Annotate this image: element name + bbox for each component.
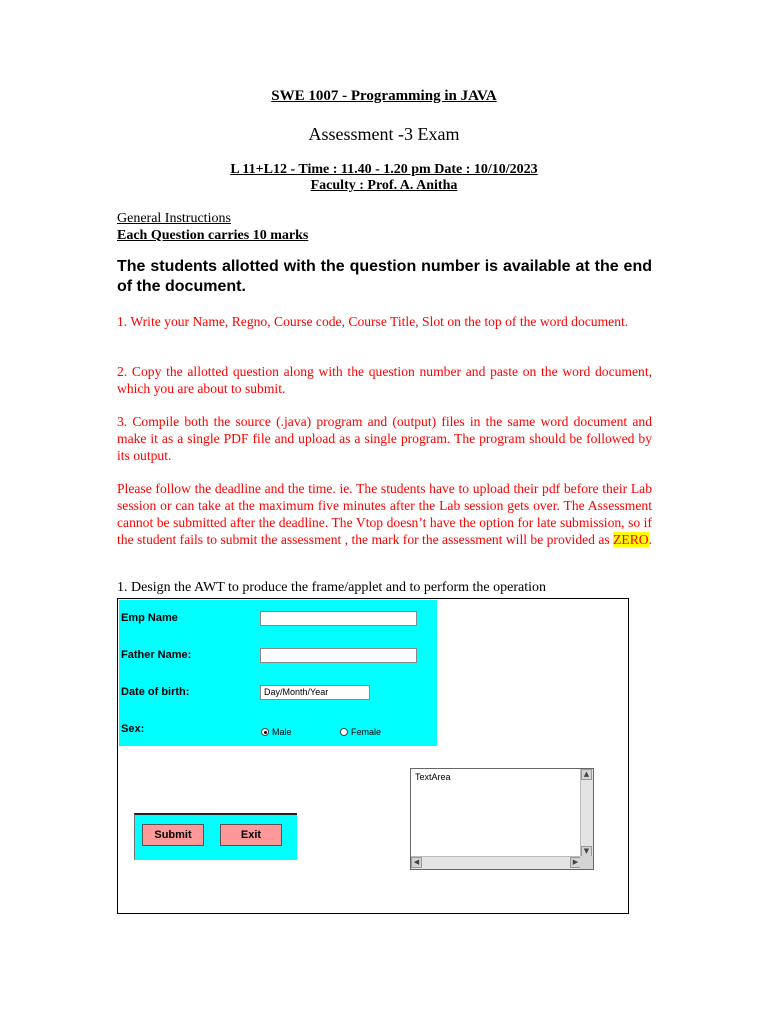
output-textarea[interactable] (410, 768, 594, 870)
deadline-end: . (648, 532, 652, 547)
horizontal-scrollbar[interactable] (411, 856, 581, 869)
general-instructions-heading: General Instructions (117, 211, 231, 226)
dob-label: Date of birth: (121, 686, 190, 698)
awt-frame-figure (117, 598, 629, 914)
faculty-name: Faculty : Prof. A. Anitha (310, 178, 458, 193)
father-name-field[interactable] (260, 648, 417, 663)
scroll-left-icon[interactable]: ◀ (411, 857, 422, 868)
submit-button[interactable]: Submit (142, 824, 204, 846)
radio-male[interactable] (261, 727, 292, 737)
form-panel (119, 600, 437, 746)
vertical-scrollbar[interactable] (580, 769, 593, 857)
marks-note: Each Question carries 10 marks (117, 228, 309, 243)
deadline-text: Please follow the deadline and the time. ie. The students have to upload their pdf before their Lab session or can take at the maximum five minutes after the Lab session gets over. The Assessment cannot be submitted after the deadline. The Vtop doesn’t have the option for late submission, so if the student fails to submit the assessment , the mark for the assessment will be provided as (117, 481, 652, 547)
scroll-right-icon[interactable]: ▶ (570, 857, 581, 868)
father-name-label: Father Name: (121, 649, 192, 661)
resize-grip-icon (580, 856, 593, 869)
sex-label: Sex: (121, 723, 145, 735)
question-1: 1. Design the AWT to produce the frame/applet and to perform the operation (117, 580, 546, 595)
scroll-down-icon[interactable]: ▼ (581, 846, 592, 857)
emp-name-label: Emp Name (121, 612, 178, 624)
instruction-item-3: 3. Compile both the source (.java) program and (output) files in the same word document and make it as a single PDF file and upload as a single program. The program should be followed by its output. (117, 414, 652, 463)
assessment-title: Assessment -3 Exam (308, 124, 460, 144)
dob-field[interactable]: Day/Month/Year (260, 685, 370, 700)
exit-button[interactable]: Exit (220, 824, 282, 846)
button-panel (134, 813, 297, 860)
students-note: The students allotted with the question number is available at the end of the document. (117, 258, 652, 295)
radio-male-label: Male (272, 727, 292, 737)
radio-unselected-icon (340, 728, 348, 736)
course-title: SWE 1007 - Programming in JAVA (271, 88, 497, 104)
zero-highlight: ZERO (613, 532, 649, 547)
radio-female[interactable] (340, 727, 381, 737)
emp-name-field[interactable] (260, 611, 417, 626)
radio-female-label: Female (351, 727, 382, 737)
instruction-item-2: 2. Copy the allotted question along with the question number and paste on the word document, which you are about to submit. (117, 364, 652, 396)
textarea-content: TextArea (415, 772, 451, 782)
slot-time-date: L 11+L12 - Time : 11.40 - 1.20 pm Date : 10/10/2023 (230, 162, 538, 177)
radio-selected-icon (261, 728, 269, 736)
scroll-up-icon[interactable]: ▲ (581, 769, 592, 780)
deadline-paragraph (117, 480, 652, 548)
instruction-item-1: 1. Write your Name, Regno, Course code, Course Title, Slot on the top of the word document. (117, 314, 629, 329)
